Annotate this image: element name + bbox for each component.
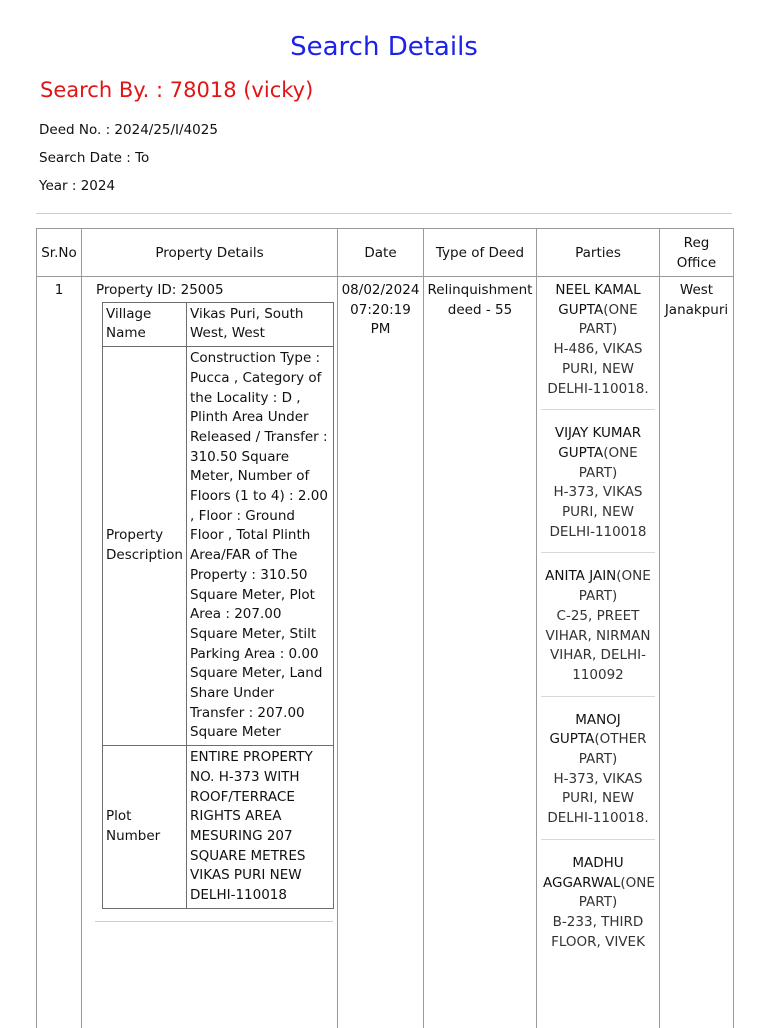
deed-no-value: 2024/25/I/4025 xyxy=(114,122,218,138)
village-label: Village Name xyxy=(103,302,187,346)
table-row xyxy=(37,277,734,1028)
deed-no-label: Deed No. : xyxy=(39,122,110,138)
party-name: VIJAY KUMAR GUPTA xyxy=(555,425,641,461)
header-srno: Sr.No xyxy=(37,229,82,277)
plot-row xyxy=(103,746,334,909)
party-item xyxy=(541,410,655,553)
cell-property-details xyxy=(82,277,338,1028)
village-value: Vikas Puri, South West, West xyxy=(187,302,334,346)
cell-type-of-deed: Relinquishment deed - 55 xyxy=(424,277,537,1028)
divider xyxy=(36,213,732,214)
party-item xyxy=(541,840,655,963)
party-name: NEEL KAMAL GUPTA xyxy=(555,282,640,318)
cell-srno: 1 xyxy=(37,277,82,1028)
property-details-table xyxy=(102,302,334,909)
description-value: Construction Type : Pucca , Category of the Locality : D , Plinth Area Under Released / Transfer : 310.50 Square Meter, Number of Floors (1 to 4) : 2.00 , Floor : Ground Floor , Total Plinth Area/FAR of The Property : 310.50 Square Meter, Plot Area : 207.00 Square Meter, Stilt Parking Area : 0.00 Square Meter, Land Share Under Transfer : 207.00 Square Meter xyxy=(187,347,334,746)
cell-parties xyxy=(537,277,660,1028)
description-label: Property Description xyxy=(103,347,187,746)
party-address: B-233, THIRD FLOOR, VIVEK xyxy=(543,913,653,952)
party-role: (OTHER PART) xyxy=(579,731,647,767)
party-role: (ONE PART) xyxy=(579,302,638,338)
party-role: (ONE PART) xyxy=(579,445,638,481)
description-row xyxy=(103,347,334,746)
party-address: H-373, VIKAS PURI, NEW DELHI-110018. xyxy=(543,770,653,829)
property-divider xyxy=(95,921,333,922)
party-role: (ONE PART) xyxy=(579,568,651,604)
party-address: H-486, VIKAS PURI, NEW DELHI-110018. xyxy=(543,340,653,399)
party-name: MADHU AGGARWAL xyxy=(543,855,624,891)
header-date: Date xyxy=(338,229,424,277)
party-name: ANITA JAIN xyxy=(545,568,616,584)
property-id: Property ID: 25005 xyxy=(82,277,337,301)
party-item xyxy=(541,697,655,840)
cell-reg-office: West Janakpuri xyxy=(660,277,734,1028)
search-date-value: To xyxy=(135,150,149,166)
year-value: 2024 xyxy=(81,178,115,194)
year-line xyxy=(39,178,115,194)
party-role: (ONE PART) xyxy=(579,875,655,911)
search-results-table xyxy=(36,228,734,1028)
header-reg-office: Reg Office xyxy=(660,229,734,277)
search-date-label: Search Date : xyxy=(39,150,131,166)
header-property-details: Property Details xyxy=(82,229,338,277)
year-label: Year : xyxy=(39,178,76,194)
party-item xyxy=(541,277,655,410)
search-by-heading: Search By. : 78018 (vicky) xyxy=(40,78,313,102)
party-address: C-25, PREET VIHAR, NIRMAN VIHAR, DELHI-110092 xyxy=(543,607,653,686)
header-parties: Parties xyxy=(537,229,660,277)
plot-label: Plot Number xyxy=(103,746,187,909)
header-type-of-deed: Type of Deed xyxy=(424,229,537,277)
party-item xyxy=(541,553,655,696)
party-address: H-373, VIKAS PURI, NEW DELHI-110018 xyxy=(543,483,653,542)
party-name: MANOJ GUPTA xyxy=(549,712,620,748)
table-header-row xyxy=(37,229,734,277)
deed-no-line xyxy=(39,122,218,138)
search-date-line xyxy=(39,150,149,166)
village-row xyxy=(103,302,334,346)
plot-value: ENTIRE PROPERTY NO. H-373 WITH ROOF/TERRACE RIGHTS AREA MESURING 207 SQUARE METRES VIKAS PURI NEW DELHI-110018 xyxy=(187,746,334,909)
page-title: Search Details xyxy=(0,32,768,62)
cell-date: 08/02/2024 07:20:19 PM xyxy=(338,277,424,1028)
